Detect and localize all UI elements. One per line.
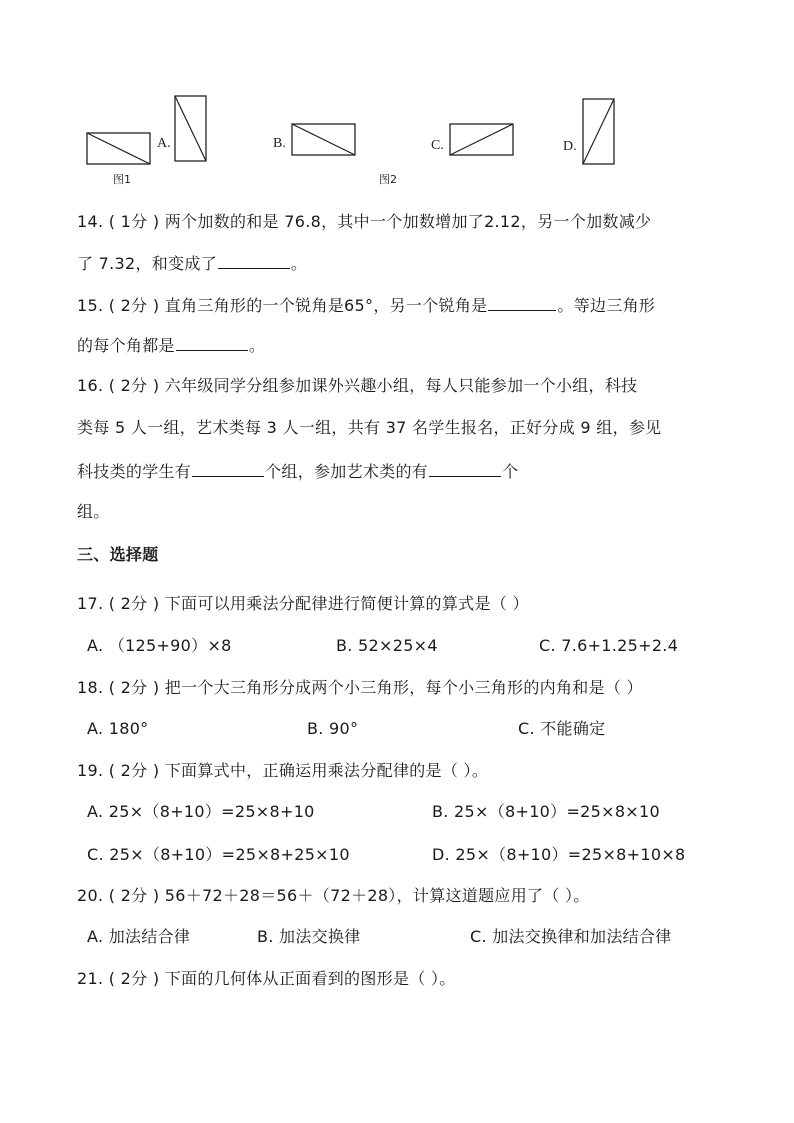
q20-option-a[interactable]: A. 加法结合律	[87, 927, 191, 946]
q15-answer-blank-2[interactable]	[176, 334, 248, 351]
q19-stem: 19. ( 2分 ) 下面算式中，正确运用乘法分配律的是（ ）。	[77, 761, 489, 780]
q20-stem: 20. ( 2分 ) 56＋72＋28＝56＋（72＋28），计算这道题应用了（ ）。	[77, 886, 590, 905]
q16-answer-blank-1[interactable]	[192, 460, 264, 477]
option-a-figure	[174, 95, 208, 163]
q16-line-2: 类每 5 人一组，艺术类每 3 人一组，共有 37 名学生报名，正好分成 9 组，参见	[77, 418, 662, 437]
q17-stem: 17. ( 2分 ) 下面可以用乘法分配律进行简便计算的算式是（ ）	[77, 594, 529, 613]
q15-answer-blank-1[interactable]	[488, 294, 556, 311]
option-a-label: A.	[157, 136, 171, 151]
q14-answer-blank[interactable]	[218, 252, 290, 269]
q18-stem: 18. ( 2分 ) 把一个大三角形分成两个小三角形，每个小三角形的内角和是（ ）	[77, 678, 643, 697]
q16-line-4: 组。	[77, 502, 110, 521]
q19-option-d[interactable]: D. 25×（8+10）=25×8+10×8	[432, 845, 686, 864]
option-c-label: C.	[431, 138, 444, 153]
q15-line-1: 15. ( 2分 ) 直角三角形的一个锐角是65°，另一个锐角是 。等边三角形	[77, 296, 656, 315]
q18-option-a[interactable]: A. 180°	[87, 719, 149, 738]
figure-1-rectangle	[86, 132, 152, 166]
option-d-figure	[582, 98, 616, 166]
option-d-label: D.	[563, 139, 577, 154]
q20-option-c[interactable]: C. 加法交换律和加法结合律	[470, 927, 672, 946]
option-b-label: B.	[273, 136, 286, 151]
q20-option-b[interactable]: B. 加法交换律	[257, 927, 361, 946]
q21-stem: 21. ( 2分 ) 下面的几何体从正面看到的图形是（ ）。	[77, 969, 456, 988]
q19-option-a[interactable]: A. 25×（8+10）=25×8+10	[87, 802, 315, 821]
q16-answer-blank-2[interactable]	[429, 460, 501, 477]
section-3-heading: 三、选择题	[77, 545, 159, 564]
q14-line-1: 14. ( 1分 ) 两个加数的和是 76.8，其中一个加数增加了2.12，另一个加数减少	[77, 212, 652, 231]
q15-line-2: 的每个角都是 。	[77, 336, 266, 355]
figure-1-caption: 图1	[113, 173, 131, 186]
q14-line-2: 了 7.32，和变成了 。	[77, 254, 308, 273]
q17-option-c[interactable]: C. 7.6+1.25+2.4	[539, 636, 679, 655]
figure-row	[0, 90, 794, 190]
q16-line-3: 科技类的学生有 个组，参加艺术类的有 个	[77, 462, 519, 481]
q18-option-c[interactable]: C. 不能确定	[518, 719, 606, 738]
q19-option-b[interactable]: B. 25×（8+10）=25×8×10	[432, 802, 660, 821]
q16-line-1: 16. ( 2分 ) 六年级同学分组参加课外兴趣小组，每人只能参加一个小组，科技	[77, 376, 638, 395]
option-c-figure	[449, 123, 515, 157]
option-b-figure	[291, 123, 357, 157]
figure-2-caption: 图2	[379, 173, 397, 186]
q18-option-b[interactable]: B. 90°	[307, 719, 359, 738]
q19-option-c[interactable]: C. 25×（8+10）=25×8+25×10	[87, 845, 350, 864]
q17-option-b[interactable]: B. 52×25×4	[336, 636, 438, 655]
q17-option-a[interactable]: A. （125+90）×8	[87, 636, 232, 655]
